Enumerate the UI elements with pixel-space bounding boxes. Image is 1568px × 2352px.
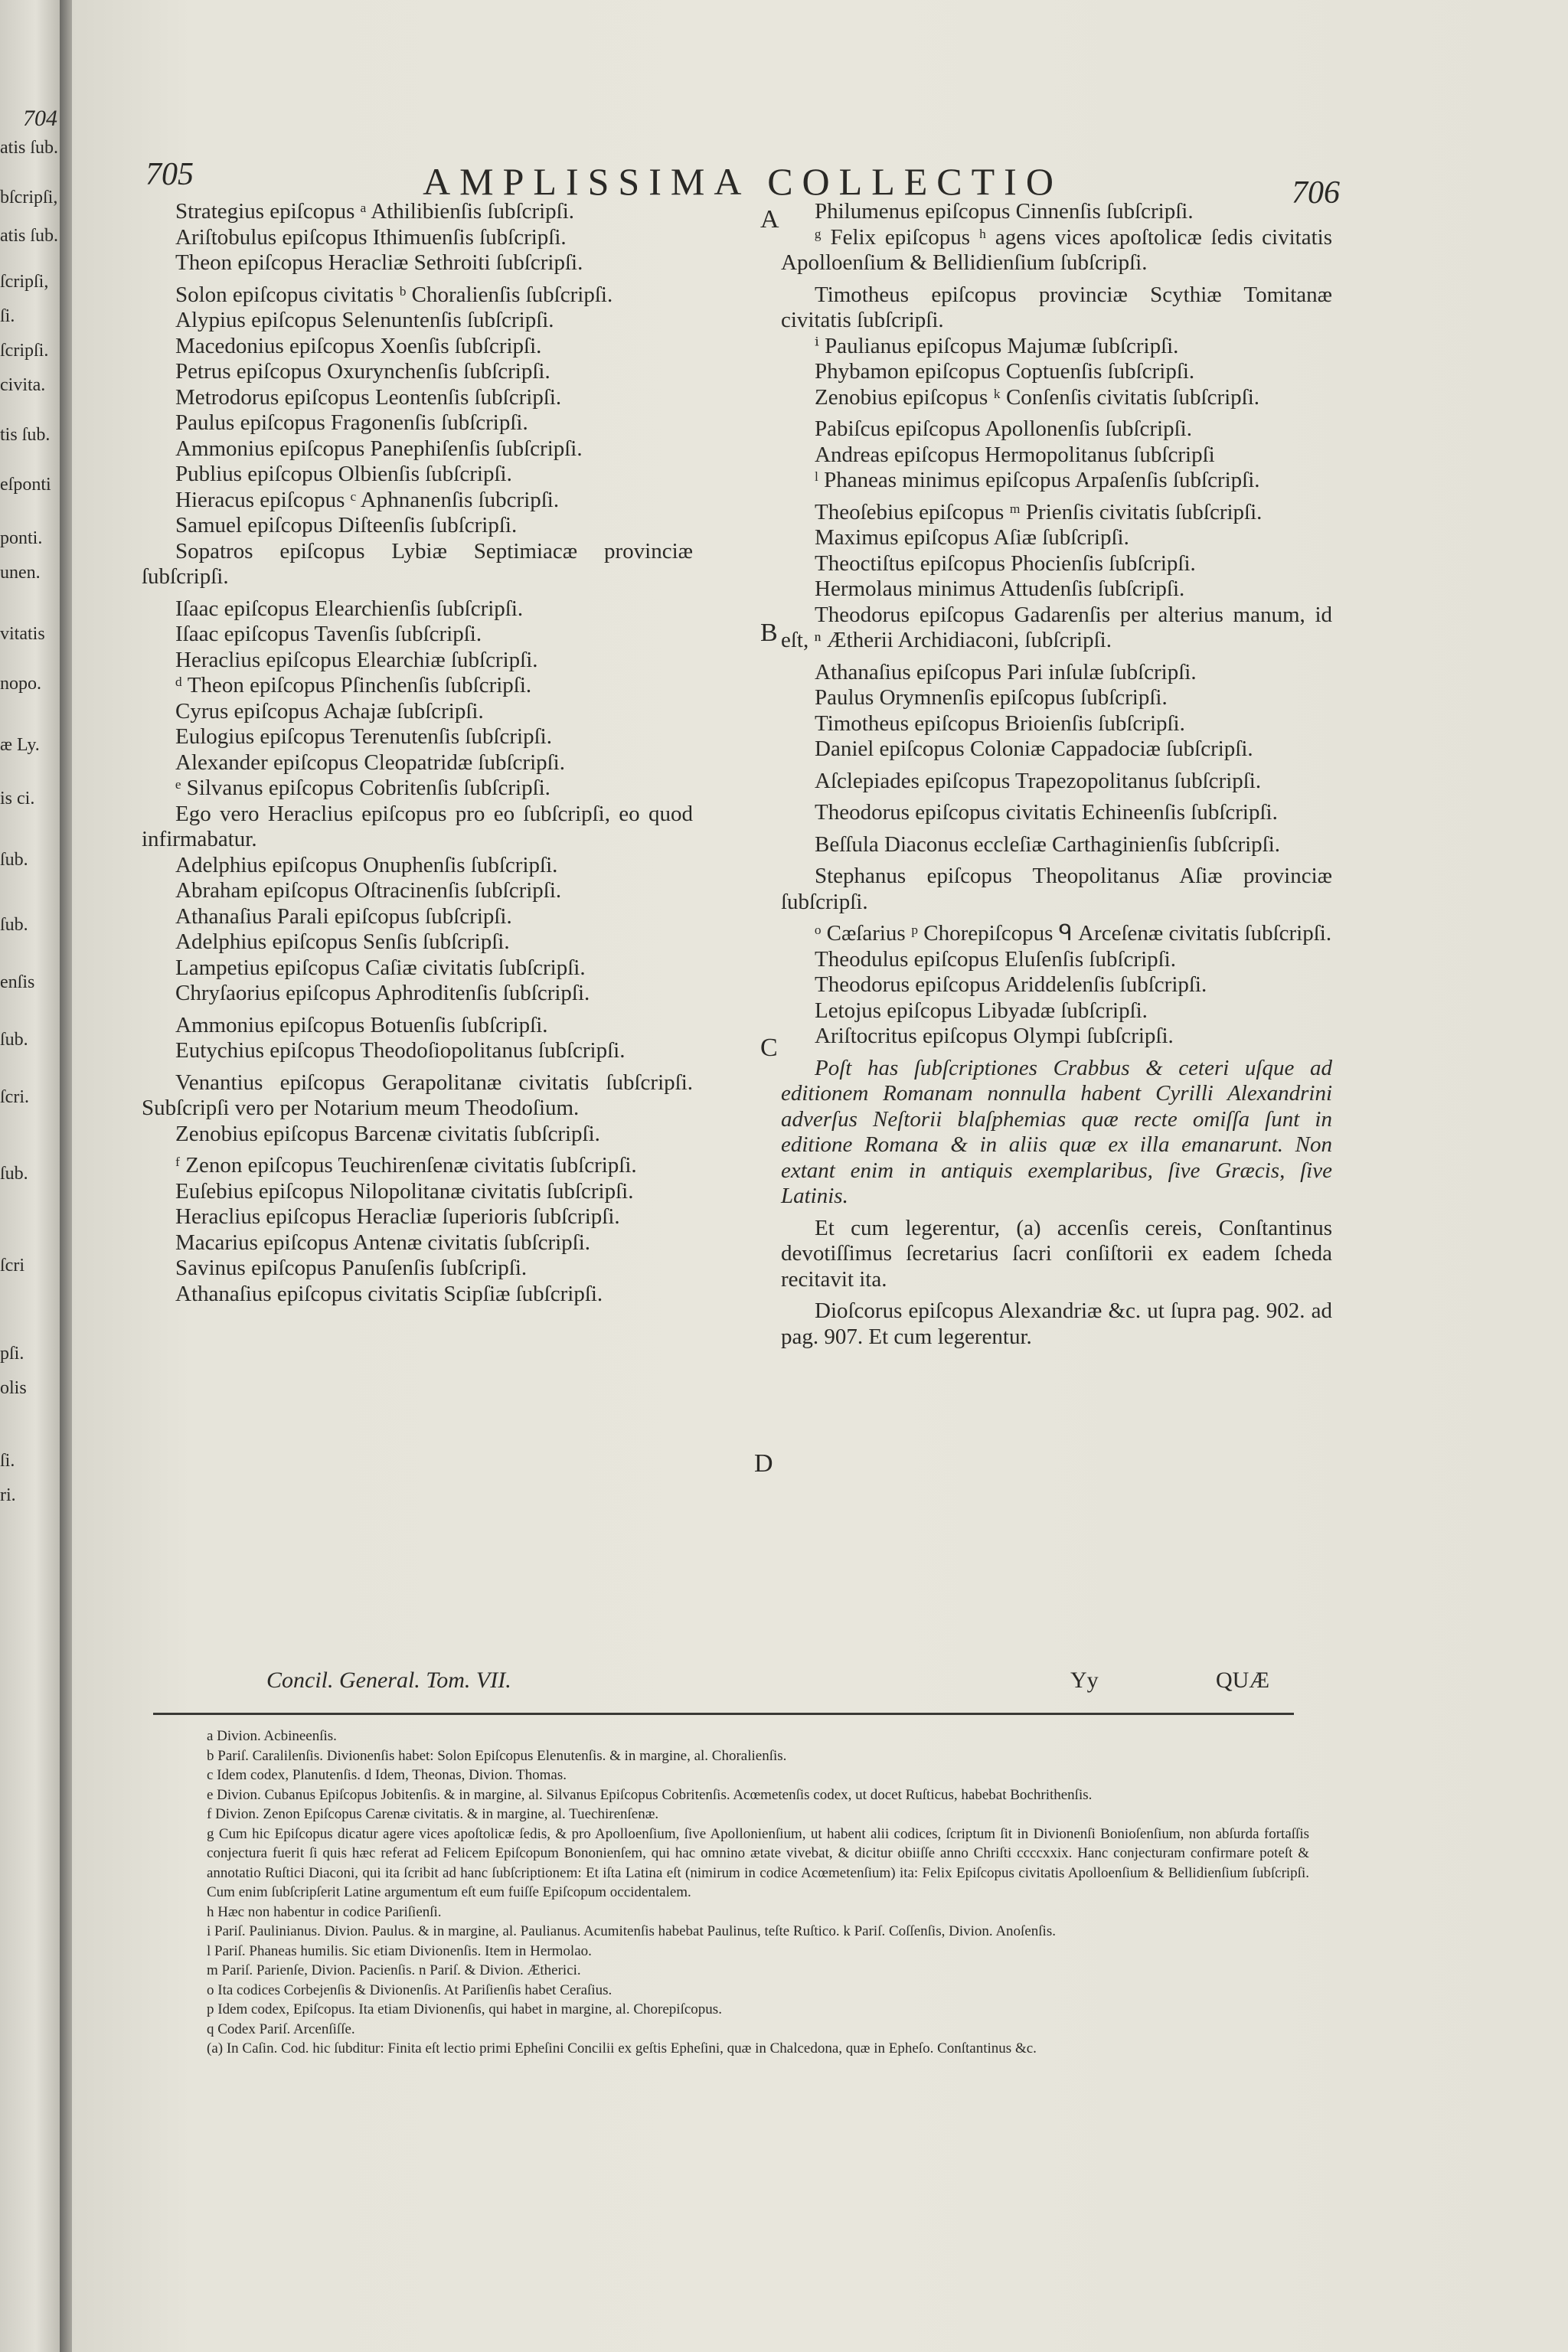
subscription-entry: Alypius epiſcopus Selenuntenſis ſubſcripſi.	[175, 308, 554, 332]
subscription-entry: Aſclepiades epiſcopus Trapezopolitanus ſubſcripſi.	[815, 768, 1262, 793]
previous-page-text-fragment: ri.	[0, 1485, 16, 1505]
page-footer	[145, 1668, 1340, 1698]
footnote: f Divion. Zenon Epiſcopus Carenæ civitatis. & in margine, al. Tuechirenſenæ.	[207, 1806, 659, 1822]
subscription-entry: Ego vero Heraclius epiſcopus pro eo ſubſcripſi, eo quod infirmabatur.	[142, 801, 693, 851]
subscription-entry: Paulus epiſcopus Fragonenſis ſubſcripſi.	[175, 410, 528, 435]
subscription-entry: Lampetius epiſcopus Caſiæ civitatis ſubſcripſi.	[175, 955, 586, 980]
subscription-entry: Publius epiſcopus Olbienſis ſubſcripſi.	[175, 462, 512, 486]
left-column	[142, 199, 693, 1307]
previous-page-text-fragment: ſcripſi,	[0, 272, 49, 292]
previous-page-text-fragment: pſi.	[0, 1344, 24, 1364]
subscription-entry: Eutychius epiſcopus Theodoſiopolitanus ſubſcripſi.	[175, 1038, 626, 1063]
footnote: h Hæc non habentur in codice Pariſienſi.	[207, 1903, 442, 1920]
subscription-entry: Samuel epiſcopus Diſteenſis ſubſcripſi.	[175, 513, 518, 537]
subscription-entry: ᵍ Felix epiſcopus ʰ agens vices apoſtolicæ ſedis civitatis Apolloenſium & Bellidienſium ſubſcripſi.	[781, 224, 1332, 275]
subscription-entry: Cyrus epiſcopus Achajæ ſubſcripſi.	[175, 698, 484, 724]
section-marker-d: D	[754, 1449, 773, 1478]
subscription-entry: Petrus epiſcopus Oxurynchenſis ſubſcripſi.	[175, 359, 550, 384]
subscription-entry: Ariſtocritus epiſcopus Olympi ſubſcripſi.	[815, 1024, 1174, 1048]
subscription-entry: Metrodorus epiſcopus Leontenſis ſubſcripſi.	[175, 384, 562, 410]
subscription-entry: Venantius epiſcopus Gerapolitanæ civitatis ſubſcripſi. Subſcripſi vero per Notarium meum Theodoſium.	[142, 1070, 693, 1120]
subscription-entry: ˡ Phaneas minimus epiſcopus Arpaſenſis ſubſcripſi.	[815, 468, 1260, 492]
subscription-entry: Hermolaus minimus Attudenſis ſubſcripſi.	[815, 577, 1185, 601]
subscription-entry: Euſebius epiſcopus Nilopolitanæ civitatis ſubſcripſi.	[175, 1178, 634, 1204]
section-marker-c: C	[760, 1034, 778, 1062]
footnote: (a) In Caſin. Cod. hic ſubditur: Finita eſt lectio primi Epheſini Concilii ex geſtis Epheſini, quæ in Chalcedona, quæ in Epheſo. Conſtantinus &c.	[207, 2040, 1037, 2056]
previous-page-text-fragment: ſcri.	[0, 1087, 29, 1107]
previous-page-text-fragment: ſub.	[0, 1164, 28, 1184]
page-number-right: 706	[1292, 175, 1340, 211]
subscription-entry: Sopatros epiſcopus Lybiæ Septimiacæ provinciæ ſubſcripſi.	[142, 538, 693, 589]
subscription-entry: Savinus epiſcopus Panuſenſis ſubſcripſi.	[175, 1256, 528, 1280]
right-column	[781, 199, 1332, 1350]
previous-page-text-fragment: enſis	[0, 972, 35, 992]
subscription-entry: Timotheus epiſcopus provinciæ Scythiæ Tomitanæ civitatis ſubſcripſi.	[781, 282, 1332, 332]
subscription-entry: Letojus epiſcopus Libyadæ ſubſcripſi.	[815, 998, 1148, 1023]
footnote: a Divion. Acbineenſis.	[207, 1728, 337, 1744]
footnote: b Pariſ. Caralilenſis. Divionenſis habet: Solon Epiſcopus Elenutenſis. & in margine, al. Choralienſis.	[207, 1747, 787, 1764]
subscription-entry: Alexander epiſcopus Cleopatridæ ſubſcripſi.	[175, 750, 565, 775]
subscription-entry: Ammonius epiſcopus Panephiſenſis ſubſcripſi.	[175, 436, 583, 461]
subscription-entry: Athanaſius epiſcopus civitatis Scipſiæ ſubſcripſi.	[175, 1281, 603, 1306]
subscription-entry: Iſaac epiſcopus Elearchienſis ſubſcripſi.	[175, 596, 524, 621]
footnote: q Codex Pariſ. Arcenſiſſe.	[207, 2020, 355, 2037]
subscription-entry: Solon epiſcopus civitatis ᵇ Choralienſis ſubſcripſi.	[175, 282, 613, 307]
section-marker-a: A	[760, 205, 779, 234]
subscription-entry: Chryſaorius epiſcopus Aphroditenſis ſubſcripſi.	[175, 981, 590, 1005]
footnote: g Cum hic Epiſcopus dicatur agere vices apoſtolicæ ſedis, & pro Apolloenſium, ſive Apollonienſium, ut habent alii codices, ſcriptum ſit in Divionenſi Bonioſenſium, non abſurda fortaſſis conjectura fuerit ſi quis hæc referat ad Felicem Epiſcopum Bononienſem, qui hac omnino ætate vivebat, & dicitur obiiſſe anno Chriſti ccccxxix. Hanc conjecturam confirmare poteſt & annotatio Ruſtici Diaconi, qui ita ſcribit ad hanc ſubſcriptionem: Et iſta Latina eſt (nimirum in codice Acœmetenſium) ita: Felix Epiſcopus civitatis Apolloenſium & Bellidienſium ſubſcripſi. Cum enim ſubſcripſerit Latine argumentum eſt eum fuiſſe Epiſcopum occidentalem.	[207, 1825, 1309, 1900]
subscription-entry: Paulus Orymnenſis epiſcopus ſubſcripſi.	[815, 685, 1168, 710]
previous-page-text-fragment: tis ſub.	[0, 425, 51, 445]
subscription-entry: Heraclius epiſcopus Elearchiæ ſubſcripſi.	[175, 647, 538, 672]
previous-page-text-fragment: olis	[0, 1378, 27, 1398]
section-marker-b: B	[760, 619, 778, 647]
footnotes	[207, 1726, 1309, 2059]
subscription-entry: Beſſula Diaconus eccleſiæ Carthaginienſis ſubſcripſi.	[815, 831, 1281, 857]
previous-page-text-fragment: ſi.	[0, 1451, 15, 1471]
subscription-entry: Theon epiſcopus Heracliæ Sethroiti ſubſcripſi.	[175, 250, 583, 275]
running-title: AMPLISSIMA COLLECTIO	[423, 160, 1063, 203]
subscription-entry: Iſaac epiſcopus Tavenſis ſubſcripſi.	[175, 622, 482, 646]
subscription-entry: Athanaſius epiſcopus Pari inſulæ ſubſcripſi.	[815, 659, 1197, 684]
catchword: QUÆ	[1216, 1668, 1270, 1693]
subscription-entry: ⁱ Paulianus epiſcopus Majumæ ſubſcripſi.	[815, 333, 1179, 358]
previous-page-text-fragment: civita.	[0, 375, 46, 395]
subscription-entry: Theodulus epiſcopus Eluſenſis ſubſcripſi.	[815, 946, 1176, 972]
previous-page-text-fragment: nopo.	[0, 674, 41, 694]
subscription-entry: Abraham epiſcopus Oſtracinenſis ſubſcripſi.	[175, 878, 562, 903]
previous-page-text-fragment: ſcri	[0, 1256, 24, 1276]
previous-page-text-fragment: ſub.	[0, 915, 28, 935]
footnote-rule	[153, 1713, 1294, 1715]
footnote: m Pariſ. Parienſe, Divion. Pacienſis. n Pariſ. & Divion. Ætherici.	[207, 1962, 581, 1978]
previous-page-text-fragment: is ci.	[0, 789, 35, 808]
subscription-entry: Ariſtobulus epiſcopus Ithimuenſis ſubſcripſi.	[175, 224, 567, 250]
subscription-entry: ᵉ Silvanus epiſcopus Cobritenſis ſubſcripſi.	[175, 776, 550, 800]
subscription-entry: Strategius epiſcopus ᵃ Athilibienſis ſubſcripſi.	[175, 199, 575, 224]
footnote: e Divion. Cubanus Epiſcopus Jobitenſis. & in margine, al. Silvanus Epiſcopus Cobritenſis. Acœmetenſis codex, ut docet Ruſticus, habebat Bochrithenſis.	[207, 1786, 1093, 1803]
footnote: i Pariſ. Paulinianus. Divion. Paulus. & in margine, al. Paulianus. Acumitenſis habebat Paulinus, teſte Ruſtico. k Pariſ. Coſſenſis, Divion. Anoſenſis.	[207, 1923, 1056, 1939]
text-paragraph: Et cum legerentur, (a) accenſis cereis, Conſtantinus devotiſſimus ſecretarius ſacri conſiſtorii ex eadem ſcheda recitavit ita.	[781, 1215, 1332, 1292]
previous-page-edge	[0, 0, 60, 2352]
previous-page-text-fragment: ſi.	[0, 306, 15, 326]
subscription-entry: ᵒ Cæſarius ᵖ Chorepiſcopus ᑫ Arceſenæ civitatis ſubſcripſi.	[815, 921, 1332, 946]
running-header	[145, 152, 1340, 211]
subscription-entry: Zenobius epiſcopus Barcenæ civitatis ſubſcripſi.	[175, 1121, 600, 1146]
subscription-entry: Theodorus epiſcopus civitatis Echineenſis ſubſcripſi.	[815, 800, 1278, 825]
previous-page-text-fragment: ponti.	[0, 528, 43, 548]
page-number-left: 705	[145, 157, 194, 192]
subscription-entry: Pabiſcus epiſcopus Apollonenſis ſubſcripſi.	[815, 416, 1192, 441]
subscription-entry: Eulogius epiſcopus Terenutenſis ſubſcripſi.	[175, 724, 552, 749]
previous-page-text-fragment: atis ſub.	[0, 138, 58, 158]
footnote: o Ita codices Corbejenſis & Divionenſis. At Pariſienſis habet Ceraſius.	[207, 1981, 612, 1998]
footnote: l Pariſ. Phaneas humilis. Sic etiam Divionenſis. Item in Hermolao.	[207, 1942, 592, 1959]
previous-page-text-fragment: ſub.	[0, 850, 28, 870]
subscription-entry: Macarius epiſcopus Antenæ civitatis ſubſcripſi.	[175, 1230, 591, 1255]
subscription-entry: ᶠ Zenon epiſcopus Teuchirenſenæ civitatis ſubſcripſi.	[175, 1153, 637, 1178]
previous-page-text-fragment: unen.	[0, 563, 41, 583]
previous-page-text-fragment: eſponti	[0, 475, 51, 495]
previous-page-text-fragment: vitatis	[0, 624, 45, 644]
subscription-entry: Theoctiſtus epiſcopus Phocienſis ſubſcripſi.	[815, 550, 1196, 576]
subscription-entry: Philumenus epiſcopus Cinnenſis ſubſcripſi.	[815, 199, 1194, 224]
previous-page-number: 704	[23, 106, 57, 131]
subscription-entry: Ammonius epiſcopus Botuenſis ſubſcripſi.	[175, 1012, 548, 1037]
book-gutter	[60, 0, 72, 2352]
signature-mark: Yy	[1070, 1668, 1099, 1693]
footnote: c Idem codex, Planutenſis. d Idem, Theonas, Divion. Thomas.	[207, 1767, 567, 1783]
subscription-entry: Phybamon epiſcopus Coptuenſis ſubſcripſi.	[815, 359, 1195, 384]
subscription-entry: Hieracus epiſcopus ᶜ Aphnanenſis ſubcripſi.	[175, 487, 560, 512]
subscription-entry: ᵈ Theon epiſcopus Pſinchenſis ſubſcripſi.	[175, 673, 532, 697]
subscription-entry: Theodorus epiſcopus Gadarenſis per alterius manum, id eſt, ⁿ Ætherii Archidiaconi, ſubſcripſi.	[781, 602, 1332, 652]
text-paragraph: Dioſcorus epiſcopus Alexandriæ &c. ut ſupra pag. 902. ad pag. 907. Et cum legerentur.	[781, 1298, 1332, 1349]
footnote: p Idem codex, Epiſcopus. Ita etiam Divionenſis, qui habet in margine, al. Chorepiſcopus.	[207, 2001, 722, 2017]
subscription-entry: Athanaſius Parali epiſcopus ſubſcripſi.	[175, 903, 512, 929]
source-reference: Concil. General. Tom. VII.	[266, 1668, 511, 1693]
subscription-entry: Adelphius epiſcopus Senſis ſubſcripſi.	[175, 929, 510, 954]
editorial-note: Poſt has ſubſcriptiones Crabbus & ceteri uſque ad editionem Romanam nonnulla habent Cyrilli Alexandrini adverſus Neſtorii blaſphemias quæ recte omiſſa ſunt in editione Romana & in aliis quæ ex illa emanarunt. Non extant enim in antiquis exemplaribus, ſive Græcis, ſive Latinis.	[781, 1055, 1332, 1208]
previous-page-text-fragment: ſub.	[0, 1030, 28, 1050]
subscription-entry: Heraclius epiſcopus Heracliæ ſuperioris ſubſcripſi.	[175, 1204, 620, 1229]
previous-page-text-fragment: ſcripſi.	[0, 341, 49, 361]
previous-page-text-fragment: bſcripſi,	[0, 188, 58, 207]
previous-page-text-fragment: atis ſub.	[0, 226, 58, 246]
subscription-entry: Andreas epiſcopus Hermopolitanus ſubſcripſi	[815, 442, 1215, 467]
subscription-entry: Macedonius epiſcopus Xoenſis ſubſcripſi.	[175, 333, 542, 358]
subscription-entry: Timotheus epiſcopus Brioienſis ſubſcripſi.	[815, 710, 1185, 736]
previous-page-text-fragment: æ Ly.	[0, 735, 40, 755]
subscription-entry: Theoſebius epiſcopus ᵐ Prienſis civitatis ſubſcripſi.	[815, 499, 1263, 524]
subscription-entry: Theodorus epiſcopus Ariddelenſis ſubſcripſi.	[815, 972, 1207, 997]
subscription-entry: Daniel epiſcopus Coloniæ Cappadociæ ſubſcripſi.	[815, 737, 1253, 761]
subscription-entry: Adelphius epiſcopus Onuphenſis ſubſcripſi.	[175, 852, 558, 877]
subscription-entry: Zenobius epiſcopus ᵏ Conſenſis civitatis ſubſcripſi.	[815, 384, 1260, 410]
subscription-entry: Maximus epiſcopus Aſiæ ſubſcripſi.	[815, 525, 1129, 550]
subscription-entry: Stephanus epiſcopus Theopolitanus Aſiæ provinciæ ſubſcripſi.	[781, 864, 1332, 914]
